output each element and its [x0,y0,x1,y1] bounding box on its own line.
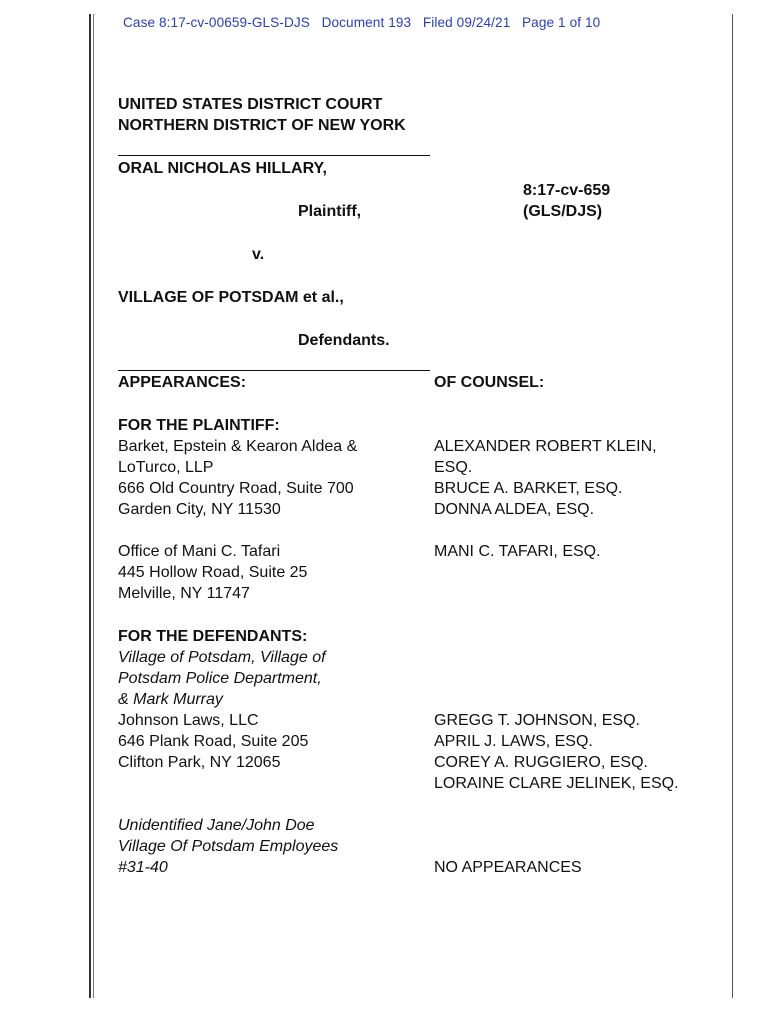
court-name-line2: NORTHERN DISTRICT OF NEW YORK [118,117,406,134]
party-line: Potsdam Police Department, [118,670,322,687]
left-margin-rule [89,14,91,998]
defendant-parties [118,647,326,710]
party-line: & Mark Murray [118,691,223,708]
defendant-counsel [434,710,679,794]
firm-line: 445 Hollow Road, Suite 25 [118,564,308,581]
firm-line: Barket, Epstein & Kearon Aldea & [118,438,358,455]
appearances-heading: APPEARANCES: [118,374,247,391]
plaintiff-role: Plaintiff, [298,203,362,220]
firm-line: LoTurco, LLP [118,459,214,476]
versus: v. [252,246,265,263]
party-line: Unidentified Jane/John Doe [118,817,315,834]
firm-line: Clifton Park, NY 12065 [118,754,281,771]
plaintiff-counsel-2 [434,541,601,562]
case-number-line2: (GLS/DJS) [523,203,603,220]
counsel-line: LORAINE CLARE JELINEK, ESQ. [434,775,679,792]
defendant-section-heading: FOR THE DEFENDANTS: [118,628,308,645]
firm-line: Melville, NY 11747 [118,585,250,602]
firm-line: 666 Old Country Road, Suite 700 [118,480,354,497]
ecf-header: Case 8:17-cv-00659-GLS-DJS Document 193 Filed 09/24/21 Page 1 of 10 [123,15,601,30]
firm-line: Office of Mani C. Tafari [118,543,281,560]
caption-bottom-rule [118,370,430,371]
counsel-line: MANI C. TAFARI, ESQ. [434,543,601,560]
party-line: Village of Potsdam, Village of [118,649,326,666]
party-line: #31-40 [118,859,168,876]
firm-line: Johnson Laws, LLC [118,712,259,729]
plaintiff-counsel-1 [434,436,657,520]
party-line: Village Of Potsdam Employees [118,838,339,855]
plaintiff-section-heading: FOR THE PLAINTIFF: [118,417,280,434]
case-number-line1: 8:17-cv-659 [523,182,611,199]
unidentified-defendants [118,815,338,878]
defendant-name: VILLAGE OF POTSDAM et al., [118,289,344,306]
plaintiff-firm-1 [118,436,357,520]
counsel-line: APRIL J. LAWS, ESQ. [434,733,593,750]
court-name-line1: UNITED STATES DISTRICT COURT [118,96,383,113]
counsel-line: ESQ. [434,459,473,476]
firm-line: 646 Plank Road, Suite 205 [118,733,309,750]
counsel-line: GREGG T. JOHNSON, ESQ. [434,712,640,729]
no-appearances: NO APPEARANCES [434,859,582,876]
defendant-role: Defendants. [298,332,390,349]
right-margin-rule [732,14,733,998]
caption-top-rule [118,155,430,156]
firm-line: Garden City, NY 11530 [118,501,281,518]
plaintiff-firm-2 [118,541,307,604]
defendant-firm [118,710,308,773]
plaintiff-name: ORAL NICHOLAS HILLARY, [118,160,327,177]
counsel-heading: OF COUNSEL: [434,374,545,391]
left-margin-rule-inner [93,14,94,998]
counsel-line: DONNA ALDEA, ESQ. [434,501,595,518]
counsel-line: COREY A. RUGGIERO, ESQ. [434,754,648,771]
counsel-line: BRUCE A. BARKET, ESQ. [434,480,623,497]
counsel-line: ALEXANDER ROBERT KLEIN, [434,438,657,455]
